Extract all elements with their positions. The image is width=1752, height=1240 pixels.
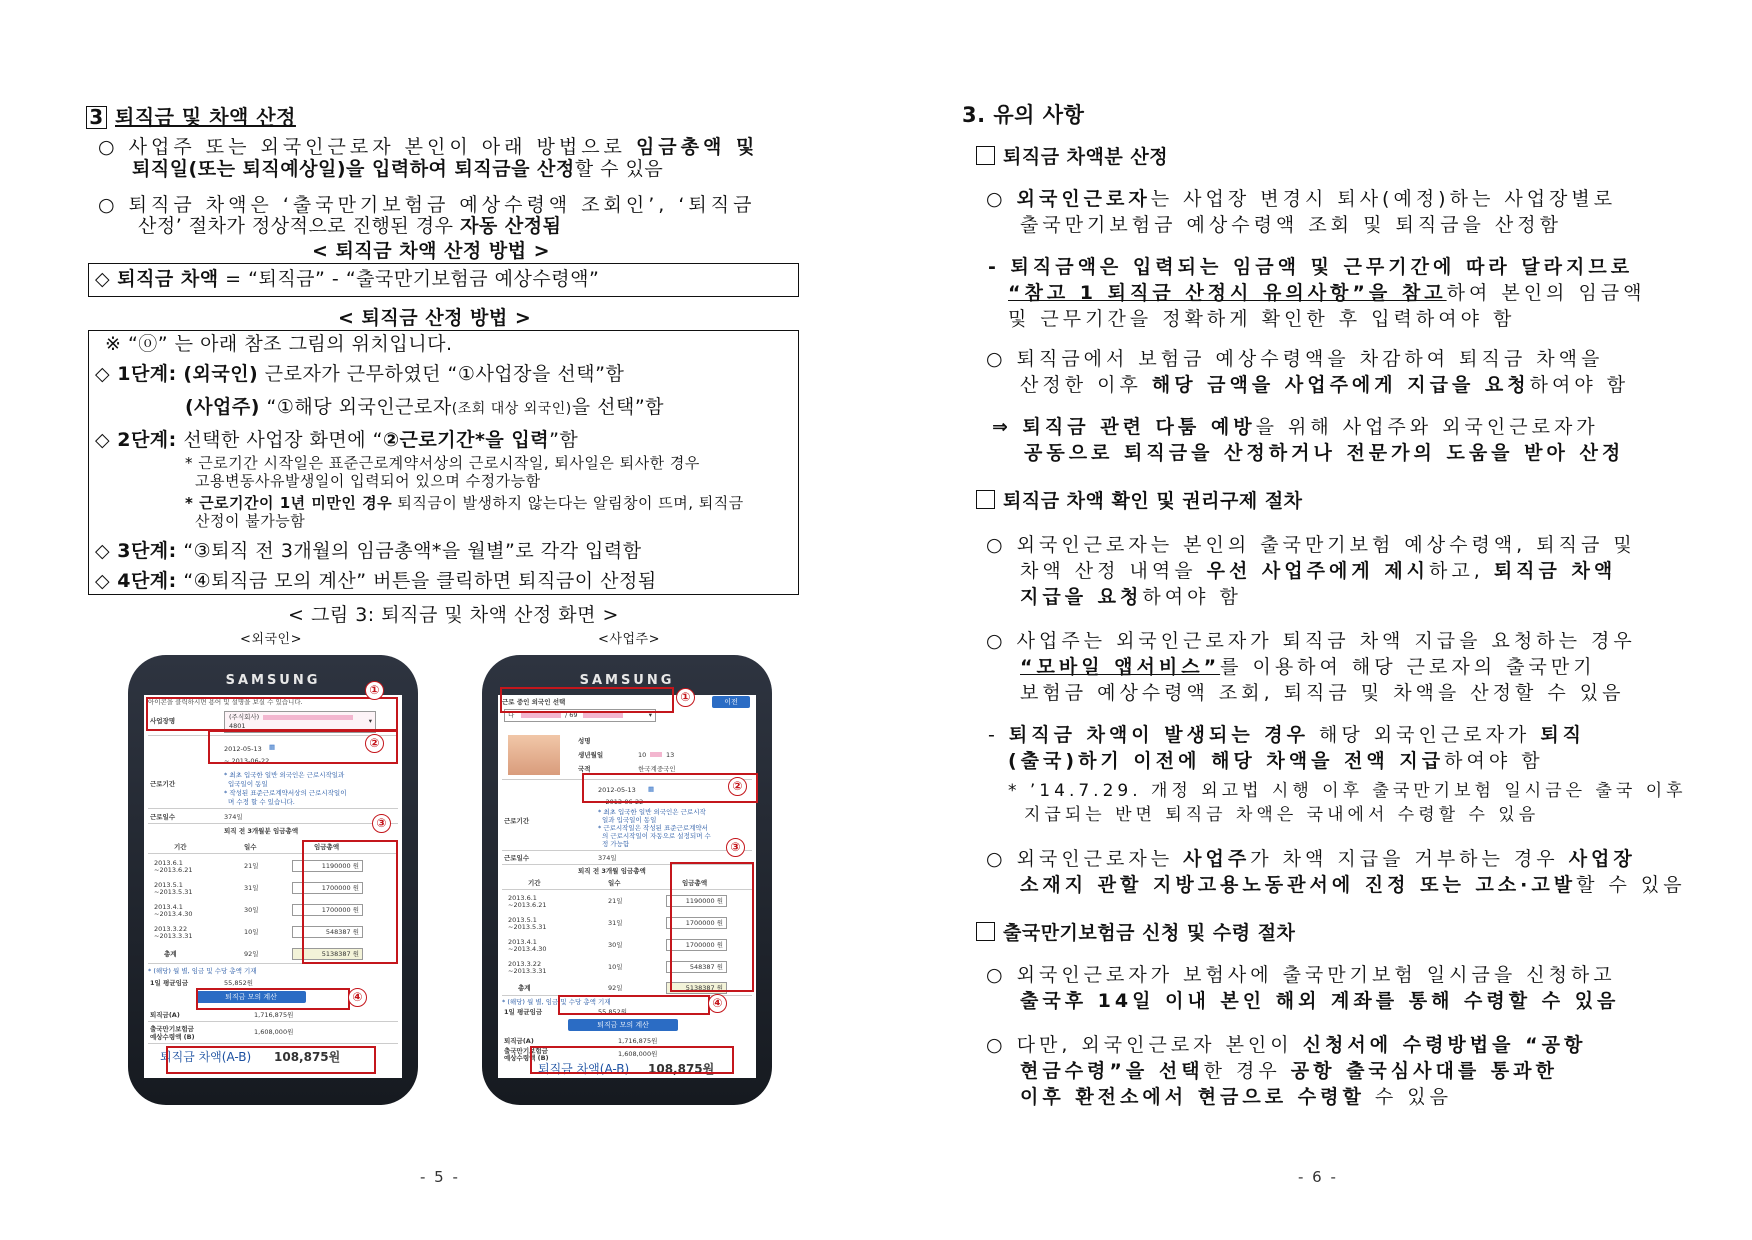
marker-box-3 xyxy=(670,862,754,992)
page-number: - 5 - xyxy=(420,1168,460,1186)
formula-text: ◇ 퇴직금 차액 = “퇴직금” - “출국만기보험금 예상수령액” xyxy=(95,268,600,290)
wage-heading: 퇴직 전 3개월 임금총액 xyxy=(578,867,646,875)
step-2-note-2: * 근로기간이 1년 미만인 경우 퇴직금이 발생하지 않는다는 알림창이 뜨며, 퇴직금 산정이 불가능함 xyxy=(185,494,744,530)
s2-dash-1-line-2: (출국)하기 이전에 해당 차액을 전액 지급하여야 함 xyxy=(1008,750,1544,772)
s2-para-1-line-1: ○ 외국인근로자는 본인의 출국만기보험 예상수령액, 퇴직금 및 xyxy=(986,534,1636,556)
s2-para-3-line-1: ○ 외국인근로자는 사업주가 차액 지급을 거부하는 경우 사업장 xyxy=(986,848,1636,870)
section-1-title: 퇴직금 차액분 산정 xyxy=(976,144,1168,170)
avg-wage-label: 1일 평균임금 xyxy=(150,979,189,987)
s1-arrow-line-2: 공동으로 퇴직금을 산정하거나 전문가의 도움을 받아 산정 xyxy=(1024,442,1625,464)
checkbox-square-icon xyxy=(976,490,995,509)
checkbox-square-icon xyxy=(976,922,995,941)
paragraph-1-line-2: 퇴직일(또는 퇴직예상일)을 입력하여 퇴직금을 산정할 수 있음 xyxy=(132,158,664,180)
s3-para-1-line-2: 출국후 14일 이내 본인 해외 계좌를 통해 수령할 수 있음 xyxy=(1020,990,1620,1012)
phone-screen: 근로 중인 외국인 선택 이전 나 / 69 ▾ 성명 생년월일 10 13 국적 한국계중국인 2012-05-13 ~ 2013-06-22 ▦ 근로기간 * 최초 입국한 일반 외국인은 근로시작 일과 입국일이 동일 * 근로시작일은 작성된 표준근로계약서 의 근로시작일이 자동으로 설정되며 수 정 가능함 근로일수 374일 퇴직 전 3개월 임금총액 기간 일수 임금총액 2013.6.1 ~2013.6.21 21일 1190000 원 2013.5.1 ~2013.5.31 31일 1700000 원 2013.4.1 ~2013.4.30 30일 1700000 원 2013.3.22 ~2013.3.31 10일 548387 원 총계 92일 5138387 원 * (해당) 월 별, 임금 및 수당 총액 기재 1일 평균임금 55,852원 퇴직금 모의 계산 퇴직금(A) 1,716,875원 출국만기보험금 예상수령액 (B) 1,608,000원 퇴직금 차액(A-B) 108,875원 xyxy=(498,695,756,1078)
marker-box-result xyxy=(530,1046,734,1074)
marker-box-result xyxy=(166,1046,376,1074)
wage-input[interactable]: 1700000 원 xyxy=(666,939,727,951)
days-label: 근로일수 xyxy=(504,854,530,862)
wage-input[interactable]: 548387 원 xyxy=(292,926,363,938)
step-3: ◇ 3단계: “③퇴직 전 3개월의 임금총액*을 월별”로 각각 입력함 xyxy=(95,540,642,562)
diff-result-value: 108,875원 xyxy=(274,1050,341,1064)
wage-input[interactable]: 1700000 원 xyxy=(292,882,363,894)
figure-label-foreigner: <외국인> xyxy=(240,632,302,647)
wage-input[interactable]: 1700000 원 xyxy=(292,904,363,916)
step-2: ◇ 2단계: 선택한 사업장 화면에 “②근로기간*을 입력”함 xyxy=(95,429,579,451)
worker-select[interactable]: 나 / 69 ▾ xyxy=(504,709,656,722)
figure-label-employer: <사업주> xyxy=(598,632,660,647)
s2-para-2-line-2: “모바일 앱서비스”를 이용하여 해당 근로자의 출국만기 xyxy=(1020,656,1596,678)
s1-para-1-line-1: ○ 외국인근로자는 사업장 변경시 퇴사(예정)하는 사업장별로 xyxy=(986,188,1617,210)
wage-input[interactable]: 1190000 원 xyxy=(292,860,363,872)
figure-caption: < 그림 3: 퇴직금 및 차액 산정 화면 > xyxy=(288,604,619,626)
s1-dash-1-line-2: “참고 1 퇴직금 산정시 유의사항”을 참고하여 본인의 임금액 xyxy=(1008,282,1646,304)
steps-box xyxy=(88,330,799,595)
section-2-title: 퇴직금 차액 확인 및 권리구제 절차 xyxy=(976,488,1303,514)
days-value: 374일 xyxy=(598,854,617,862)
marker-2: ② xyxy=(728,777,747,796)
reference-note: ※ “ⓞ” 는 아래 참조 그림의 위치입니다. xyxy=(105,333,453,355)
wage-input[interactable]: 1190000 원 xyxy=(666,895,727,907)
s2-para-1-line-2: 차액 산정 내역을 우선 사업주에게 제시하고, 퇴직금 차액 xyxy=(1020,560,1617,582)
marker-box-4 xyxy=(196,988,350,1010)
phone-screen: 아이콘을 클릭하시면 용어 및 설명을 보실 수 있습니다. 사업장명 (주식회사) 4801 ▾ 2012-05-13 ~ 2013-06-22 ▦ 근로기간 * 최초 입국한 일반 외국인은 근로시작일과 입국일이 동일 * 작성된 표준근로계약서상의 근로시작일이 며 수정 할 수 있습니다. 근로일수 374일 퇴직 전 3개월분 임금총액 기간 일수 임금총액 2013.6.1 ~2013.6.21 21일 1190000 원 2013.5.1 ~2013.5.31 31일 1700000 원 2013.4.1 ~2013.4.30 30일 1700000 원 2013.3.22 ~2013.3.31 10일 548387 원 총계 92일 5138387 원 * (해당) 월 별, 임금 및 수당 총액 기재 1일 평균임금 55,852원 퇴직금 모의 계산 퇴직금(A) 1,716,875원 출국만기보험금 예상수령액 (B) 1,608,000원 퇴직금 차액(A-B) 108,875원 xyxy=(144,695,402,1078)
wage-input[interactable]: 1700000 원 xyxy=(666,917,727,929)
s3-para-2-line-2: 현금수령”을 선택한 경우 공항 출국심사대를 통과한 xyxy=(1020,1060,1558,1082)
s1-para-2-line-2: 산정한 이후 해당 금액을 사업주에게 지급을 요청하여야 함 xyxy=(1020,374,1630,396)
page-heading: 3. 유의 사항 xyxy=(962,103,1085,127)
phone-brand: SAMSUNG xyxy=(579,673,675,688)
prev-button[interactable]: 이전 xyxy=(712,696,750,708)
days-label: 근로일수 xyxy=(150,813,176,821)
checkbox-square-icon xyxy=(976,146,995,165)
diff-result-value: 108,875원 xyxy=(648,1062,715,1076)
calc-severance-button[interactable]: 퇴직금 모의 계산 xyxy=(568,1019,678,1031)
page-6 xyxy=(876,0,1752,1240)
chevron-down-icon: ▾ xyxy=(368,717,372,725)
marker-1: ① xyxy=(365,681,384,700)
s1-para-1-line-2: 출국만기보험금 예상수령액 조회 및 퇴직금을 산정함 xyxy=(1020,214,1562,236)
date-start: 2012-05-13 xyxy=(598,786,636,794)
s3-para-2-line-1: ○ 다만, 외국인근로자 본인이 신청서에 수령방법을 “공항 xyxy=(986,1034,1587,1056)
marker-box-3 xyxy=(302,840,398,964)
s1-para-2-line-1: ○ 퇴직금에서 보험금 예상수령액을 차감하여 퇴직금 차액을 xyxy=(986,348,1604,370)
marker-4: ④ xyxy=(348,988,367,1007)
step-1-employer: (사업주) “①해당 외국인근로자(조회 대상 외국인)을 선택”함 xyxy=(185,396,665,418)
date-end: ~ 2013-06-22 xyxy=(598,798,644,806)
formula-box xyxy=(88,263,799,297)
marker-box-1 xyxy=(500,687,674,713)
s1-arrow-line-1: ⇒ 퇴직금 관련 다툼 예방을 위해 사업주와 외국인근로자가 xyxy=(992,416,1599,438)
step-4: ◇ 4단계: “④퇴직금 모의 계산” 버튼을 클릭하면 퇴직금이 산정됨 xyxy=(95,570,657,592)
diff-result-label: 퇴직금 차액(A-B) xyxy=(160,1050,252,1064)
diff-result-label: 퇴직금 차액(A-B) xyxy=(538,1062,630,1076)
s2-dash-1-line-1: - 퇴직금 차액이 발생되는 경우 해당 외국인근로자가 퇴직 xyxy=(988,724,1586,746)
calendar-icon[interactable]: ▦ xyxy=(269,743,276,751)
masked-id xyxy=(583,713,623,718)
phone-brand: SAMSUNG xyxy=(225,673,321,688)
marker-1: ① xyxy=(676,688,695,707)
chevron-down-icon: ▾ xyxy=(648,711,652,719)
paragraph-1-line-1: ○ 사업주 또는 외국인근로자 본인이 아래 방법으로 임금총액 및 xyxy=(98,136,759,158)
period-label: 근로기간 xyxy=(504,817,530,825)
s3-para-2-line-3: 이후 환전소에서 현금으로 수령할 수 있음 xyxy=(1020,1086,1452,1108)
section-title: 퇴직금 및 차액 산정 xyxy=(115,105,296,129)
s2-note-line-2: 지급되는 반면 퇴직금 차액은 국내에서 수령할 수 있음 xyxy=(1024,805,1540,825)
workplace-label: 사업장명 xyxy=(150,717,176,725)
section-heading xyxy=(86,104,296,130)
s2-para-1-line-3: 지급을 요청하여야 함 xyxy=(1020,586,1242,608)
step-1-foreigner: ◇ 1단계: (외국인) 근로자가 근무하였던 “①사업장을 선택”함 xyxy=(95,363,625,385)
section-3-title: 출국만기보험금 신청 및 수령 절차 xyxy=(976,920,1295,946)
marker-box-1 xyxy=(146,697,398,731)
date-start: 2012-05-13 xyxy=(224,745,262,753)
calc-severance-button[interactable]: 퇴직금 모의 계산 xyxy=(196,991,306,1003)
paragraph-2-line-1: ○ 퇴직금 차액은 ‘출국만기보험금 예상수령액 조회인’, ‘퇴직금 xyxy=(98,194,756,216)
diff-method-heading: < 퇴직금 차액 산정 방법 > xyxy=(312,240,551,262)
step-2-note-1: * 근로기간 시작일은 표준근로계약서상의 근로시작일, 퇴사일은 퇴사한 경우 고용변동사유발생일이 입력되어 있으며 수정가능함 xyxy=(185,454,700,490)
marker-2: ② xyxy=(365,734,384,753)
calc-method-heading: < 퇴직금 산정 방법 > xyxy=(338,307,532,329)
avg-wage-value: 55,852원 xyxy=(224,979,254,987)
avg-wage-label: 1일 평균임금 xyxy=(504,1008,543,1016)
marker-box-4 xyxy=(558,995,710,1015)
worker-photo xyxy=(508,735,560,775)
marker-3: ③ xyxy=(372,814,391,833)
workplace-select[interactable]: (주식회사) 4801 ▾ xyxy=(224,711,376,733)
section-number-box: 3 xyxy=(86,106,107,129)
marker-4: ④ xyxy=(708,994,727,1013)
paragraph-2-line-2: 산정’ 절차가 정상적으로 진행된 경우 자동 산정됨 xyxy=(138,215,562,237)
s2-para-2-line-1: ○ 사업주는 외국인근로자가 퇴직금 차액 지급을 요청하는 경우 xyxy=(986,630,1636,652)
marker-3: ③ xyxy=(726,838,745,857)
help-hint: 아이콘을 클릭하시면 용어 및 설명을 보실 수 있습니다. xyxy=(148,698,303,706)
page-number: - 6 - xyxy=(1298,1168,1338,1186)
date-end: ~ 2013-06-22 xyxy=(224,757,270,765)
days-value: 374일 xyxy=(224,813,243,821)
wage-heading: 퇴직 전 3개월분 임금총액 xyxy=(224,827,299,835)
period-label: 근로기간 xyxy=(150,780,176,788)
calendar-icon[interactable]: ▦ xyxy=(648,785,655,793)
avg-wage-value: 55,852원 xyxy=(598,1008,628,1016)
s2-para-2-line-3: 보험금 예상수령액 조회, 퇴직금 및 차액을 산정할 수 있음 xyxy=(1020,682,1625,704)
s3-para-1-line-1: ○ 외국인근로자가 보험사에 출국만기보험 일시금을 신청하고 xyxy=(986,964,1616,986)
select-worker-label: 근로 중인 외국인 선택 xyxy=(502,698,566,706)
s1-dash-1-line-1: - 퇴직금액은 입력되는 임금액 및 근무기간에 따라 달라지므로 xyxy=(988,256,1634,278)
masked-name xyxy=(521,713,561,718)
s2-para-3-line-2: 소재지 관할 지방고용노동관서에 진정 또는 고소·고발할 수 있음 xyxy=(1020,874,1686,896)
s2-note-line-1: * ’14.7.29. 개정 외고법 시행 이후 출국만기보험 일시금은 출국 이후 xyxy=(1008,781,1687,801)
wage-input[interactable]: 548387 원 xyxy=(666,961,727,973)
s1-dash-1-line-3: 및 근무기간을 정확하게 확인한 후 입력하여야 함 xyxy=(1008,308,1516,330)
